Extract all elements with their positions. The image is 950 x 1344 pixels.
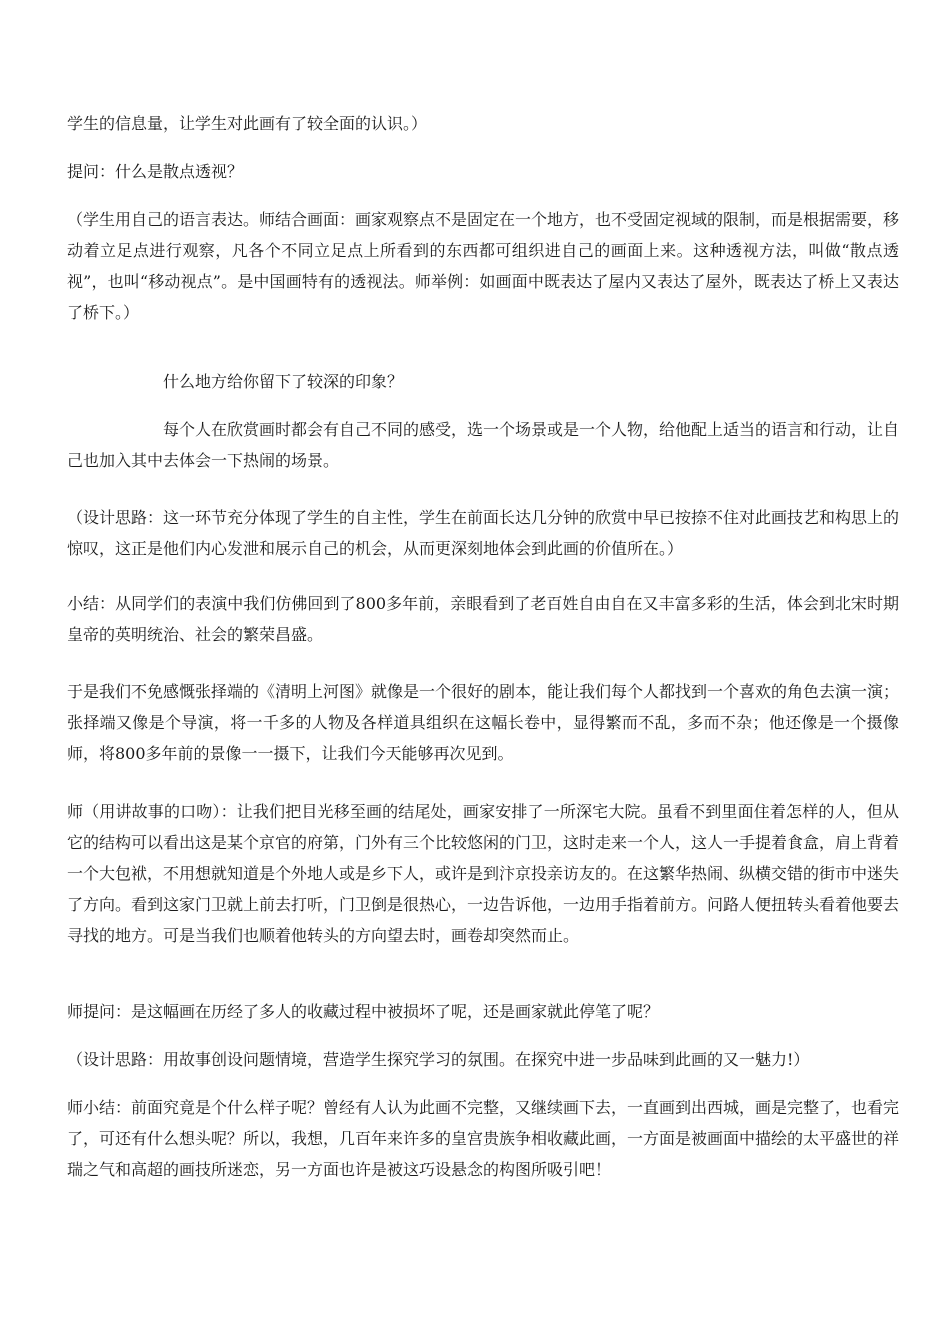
paragraph-role-play-instruction: 每个人在欣赏画时都会有自己不同的感受，选一个场景或是一个人物，给他配上适当的语言和行动，让自己也加入其中去体会一下热闹的场景。 — [67, 420, 900, 470]
paragraph-reflection: 于是我们不免感慨张择端的《清明上河图》就像是一个很好的剧本，能让我们每个人都找到一个喜欢的角色去演一演；张择端又像是个导演，将一千多的人物及各样道具组织在这幅长卷中，显得繁而不乱，多而不杂；他还像是一个摄像师，将800多年前的景像一一摄下，让我们今天能够再次见到。 — [67, 682, 900, 763]
paragraph-teacher-story: 师（用讲故事的口吻）：让我们把目光移至画的结尾处，画家安排了一所深宅大院。虽看不到里面住着怎样的人，但从它的结构可以看出这是某个京官的府第，门外有三个比较悠闲的门卫，这时走来一个人，这人一手提着食盒，肩上背着一个大包袱，不用想就知道是个外地人或是乡下人，或许是到汴京投亲访友的。在这繁华热闹、纵横交错的街市中迷失了方向。看到这家门卫就上前去打听，门卫倒是很热心，一边告诉他，一边用手指着前方。问路人便扭转头看着他要去寻找的地方。可是当我们也顺着他转头的方向望去时，画卷却突然而止。 — [67, 802, 900, 945]
paragraph-teacher-question: 师提问：是这幅画在历经了多人的收藏过程中被损坏了呢，还是画家就此停笔了呢？ — [67, 1002, 660, 1021]
paragraph-teacher-summary: 师小结：前面究竟是个什么样子呢？曾经有人认为此画不完整，又继续画下去，一直画到出西城，画是完整了，也看完了，可还有什么想头呢？所以，我想，几百年来许多的皇宫贵族争相收藏此画，一方面是被画面中描绘的太平盛世的祥瑞之气和高超的画技所迷恋，另一方面也许是被这巧设悬念的构图所吸引吧！ — [67, 1098, 900, 1179]
paragraph-scattered-perspective-explanation: （学生用自己的语言表达。师结合画面：画家观察点不是固定在一个地方，也不受固定视域的限制，而是根据需要，移动着立足点进行观察，凡各个不同立足点上所看到的东西都可组织进自己的画面上来。这种透视方法，叫做“散点透视”，也叫“移动视点”。是中国画特有的透视法。师举例：如画面中既表达了屋内又表达了屋外，既表达了桥上又表达了桥下。） — [67, 210, 900, 322]
paragraph-intro-tail: 学生的信息量，让学生对此画有了较全面的认识。） — [67, 114, 428, 133]
paragraph-design-idea-1: （设计思路：这一环节充分体现了学生的自主性，学生在前面长达几分钟的欣赏中早已按捺不住对此画技艺和构思上的惊叹，这正是他们内心发泄和展示自己的机会，从而更深刻地体会到此画的价值所在。） — [67, 508, 900, 558]
paragraph-question-perspective: 提问：什么是散点透视？ — [67, 162, 244, 181]
paragraph-summary-1: 小结：从同学们的表演中我们仿佛回到了800多年前，亲眼看到了老百姓自由自在又丰富多彩的生活，体会到北宋时期皇帝的英明统治、社会的繁荣昌盛。 — [67, 594, 899, 644]
paragraph-question-impression: 什么地方给你留下了较深的印象？ — [163, 372, 404, 391]
paragraph-design-idea-2: （设计思路：用故事创设问题情境，营造学生探究学习的氛围。在探究中进一步品味到此画的又一魅力!） — [67, 1050, 810, 1069]
